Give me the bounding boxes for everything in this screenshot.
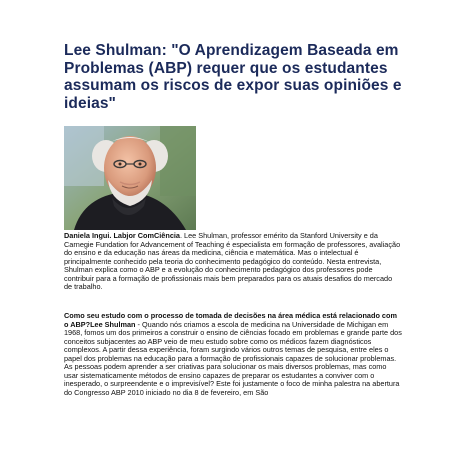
answer-speaker: Lee Shulman bbox=[90, 319, 136, 329]
interview-qa-paragraph bbox=[64, 312, 402, 397]
byline: Daniela Ingui. Labjor ComCiência bbox=[64, 231, 180, 240]
intro-paragraph bbox=[64, 232, 402, 292]
intro-text: . Lee Shulman, professor emérito da Stanford University e da Carnegie Fundation for Advancement of Teaching é especialista em formação de professores, avaliação do ensino e da educação nas áreas da medicina, ciência e matemática. Mas o intelectual é principalmente conhecido pela teoria do conhecimento pedagógico do conteúdo. Nesta entrevista, Shulman explica como o ABP e a evolução do conhecimento pedagógico dos professores pode contribuir para a formação de profissionais mais bem preparados para os atuais desafios do mercado de trabalho. bbox=[64, 231, 401, 291]
author-photo bbox=[64, 126, 196, 230]
article-title: Lee Shulman: "O Aprendizagem Baseada em Problemas (ABP) requer que os estudantes assumam os riscos de expor suas opiniões e ideias" bbox=[64, 42, 402, 112]
interview-answer: - Quando nós criamos a escola de medicina na Universidade de Michigan em 1968, fomos um dos primeiros a construir o ensino de ciências focado em problemas e grande parte dos conceitos subjacentes ao ABP veio de meu estudo sobre como os médicos fazem diagnósticos complexos. A partir dessa experiência, foram surgindo vários outros temas de pesquisa, entre eles o papel dos problemas na educação para a formação de profissionais capazes de solucionar problemas. As pessoas podem aprender a ser criativas para solucionar os mais diversos problemas, mas como usar sistematicamente métodos de ensino capazes de preparar os estudantes a conviver com o inesperado, o surpreendente e o imprevisível? Este foi justamente o foco de minha palestra na abertura do Congresso ABP 2010 iniciado no dia 8 de fevereiro, em São bbox=[64, 319, 402, 397]
interview-question: Como seu estudo com o processo de tomada de decisões na área médica está relacionado com o ABP? bbox=[64, 311, 397, 329]
